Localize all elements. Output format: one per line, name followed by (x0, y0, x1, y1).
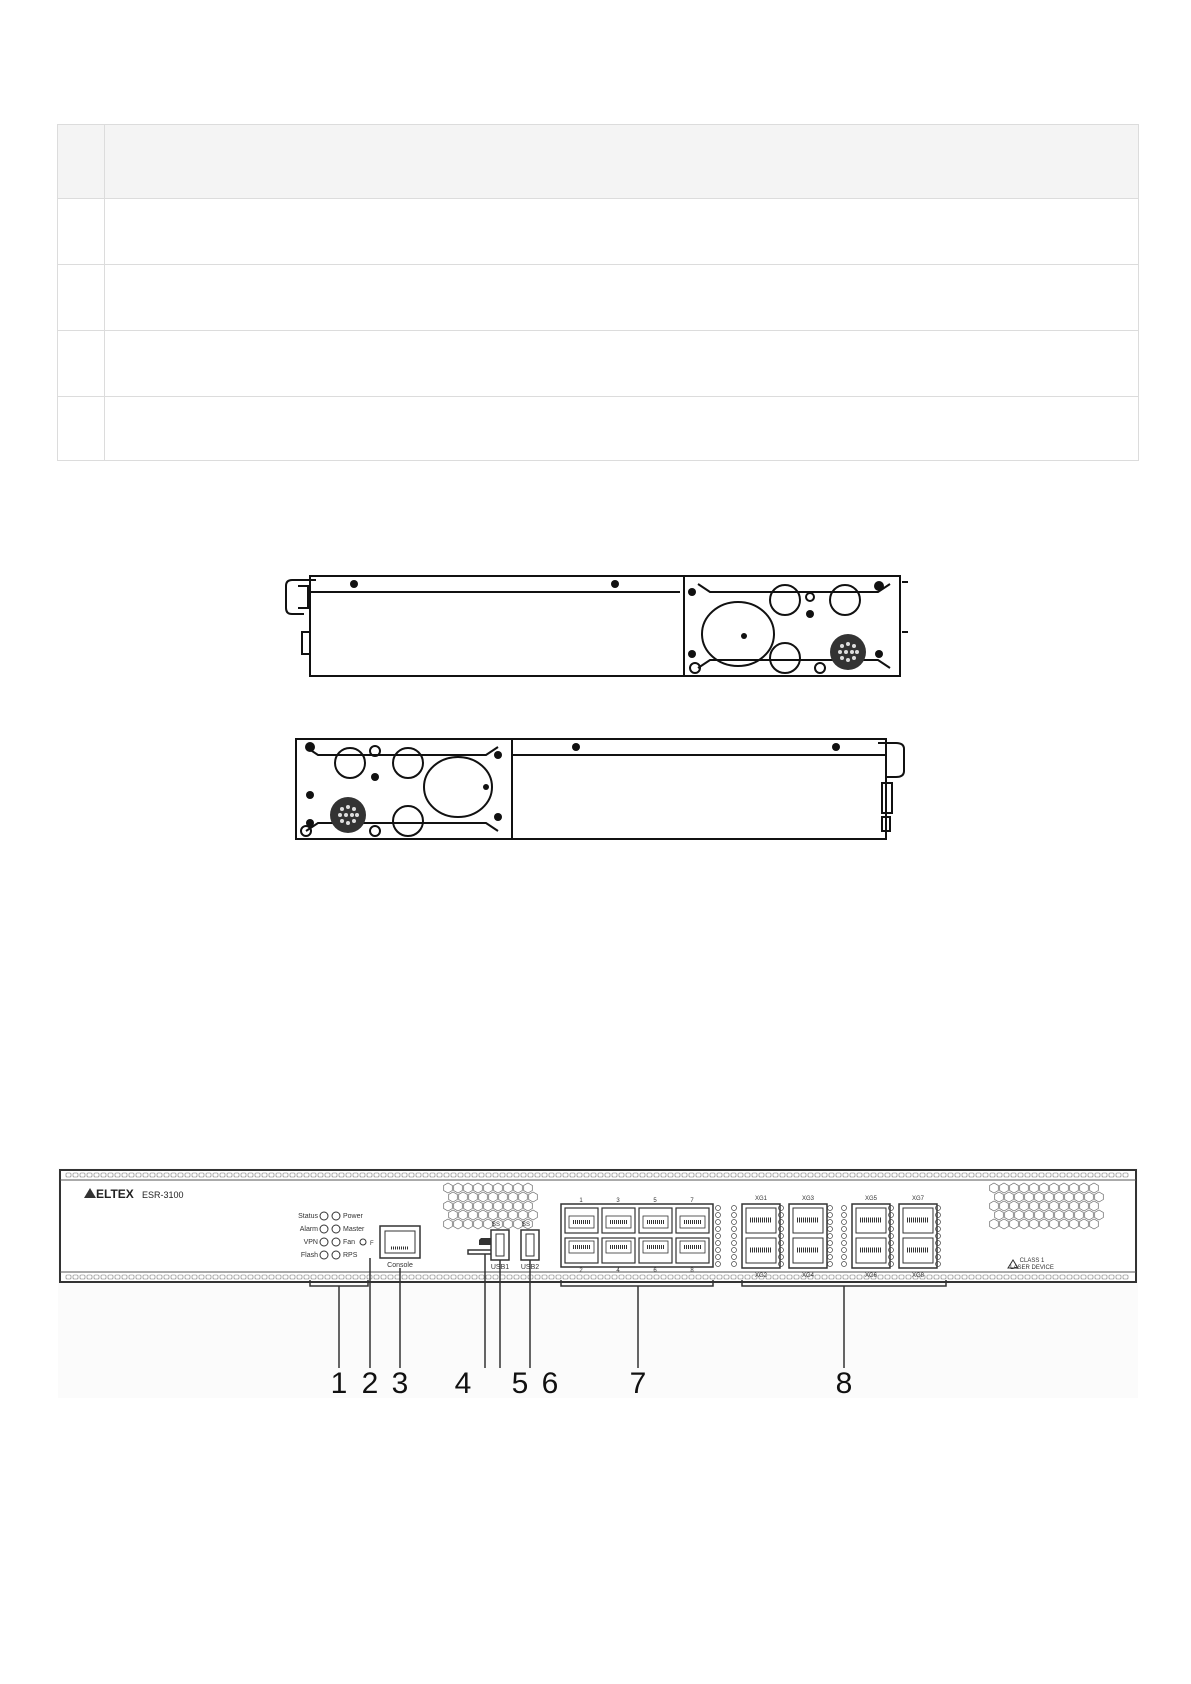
brand-text: ELTEX (96, 1187, 134, 1201)
table-row (58, 198, 1138, 265)
rj45-port[interactable] (676, 1238, 709, 1263)
callout-4: 4 (454, 1367, 472, 1398)
rj45-port[interactable] (565, 1208, 598, 1233)
rj45-label-bottom: 4 (616, 1268, 620, 1274)
callout-3: 3 (391, 1367, 409, 1398)
callout-8: 8 (835, 1367, 853, 1398)
sfp-label-bottom: XG8 (911, 1273, 925, 1279)
rj45-port[interactable] (602, 1238, 635, 1263)
model-text: ESR-3100 (142, 1190, 184, 1200)
rj45-label-top: 5 (653, 1198, 657, 1204)
sfp-port[interactable] (856, 1238, 886, 1263)
led-label-alarm: Alarm (299, 1226, 318, 1233)
rj45-port[interactable] (676, 1208, 709, 1233)
callout-2: 2 (361, 1367, 379, 1398)
side-view-left (290, 735, 910, 847)
laser-class: CLASS 1 (1019, 1258, 1045, 1264)
reset-label: F (370, 1241, 374, 1247)
callout-6: 6 (541, 1367, 559, 1398)
sfp-label-top: XG7 (911, 1196, 925, 1202)
sfp-label-bottom: XG6 (864, 1273, 878, 1279)
usb2-logo: SS (522, 1222, 531, 1228)
rj45-label-top: 3 (616, 1198, 620, 1204)
sfp-label-bottom: XG4 (801, 1273, 815, 1279)
sfp-port[interactable] (903, 1238, 933, 1263)
callout-1: 1 (330, 1367, 348, 1398)
sfp-port[interactable] (793, 1238, 823, 1263)
callout-5: 5 (511, 1367, 529, 1398)
empty-table (57, 124, 1139, 461)
table-column-separator (104, 125, 105, 460)
sfp-port[interactable] (746, 1238, 776, 1263)
sfp-port[interactable] (746, 1208, 776, 1233)
led-label-flash: Flash (300, 1252, 318, 1259)
led-label-status: Status (298, 1213, 318, 1220)
rj45-port[interactable] (602, 1208, 635, 1233)
laser-device: LASER DEVICE (1010, 1265, 1054, 1271)
table-row (58, 264, 1138, 331)
table-row (58, 396, 1138, 461)
usb1-label: USB1 (490, 1264, 510, 1271)
eltex-logo (84, 1187, 184, 1201)
rj45-label-bottom: 6 (653, 1268, 657, 1274)
table-row (58, 330, 1138, 397)
sfp-label-top: XG3 (801, 1196, 815, 1202)
table-header-row (58, 125, 1138, 199)
rj45-label-bottom: 8 (690, 1268, 694, 1274)
sfp-port[interactable] (856, 1208, 886, 1233)
rj45-label-bottom: 2 (579, 1268, 583, 1274)
led-label-fan: Fan (343, 1239, 356, 1246)
rj45-label-top: 7 (690, 1198, 694, 1204)
callout-7: 7 (629, 1367, 647, 1398)
front-panel-view (58, 1168, 1138, 1398)
rj45-port[interactable] (639, 1238, 672, 1263)
sfp-port[interactable] (793, 1208, 823, 1233)
rj45-port[interactable] (639, 1208, 672, 1233)
sfp-label-top: XG1 (754, 1196, 768, 1202)
console-label: Console (387, 1262, 413, 1269)
sfp-label-top: XG5 (864, 1196, 878, 1202)
led-label-rps: RPS (343, 1252, 358, 1259)
usb1-logo: SS (492, 1222, 501, 1228)
usb2-label: USB2 (520, 1264, 540, 1271)
rj45-port[interactable] (565, 1238, 598, 1263)
sfp-port[interactable] (903, 1208, 933, 1233)
sfp-label-bottom: XG2 (754, 1273, 768, 1279)
led-label-vpn: VPN (303, 1239, 318, 1246)
side-view-right (280, 572, 910, 684)
led-label-master: Master (343, 1226, 365, 1233)
rj45-label-top: 1 (579, 1198, 583, 1204)
led-label-power: Power (343, 1213, 363, 1220)
